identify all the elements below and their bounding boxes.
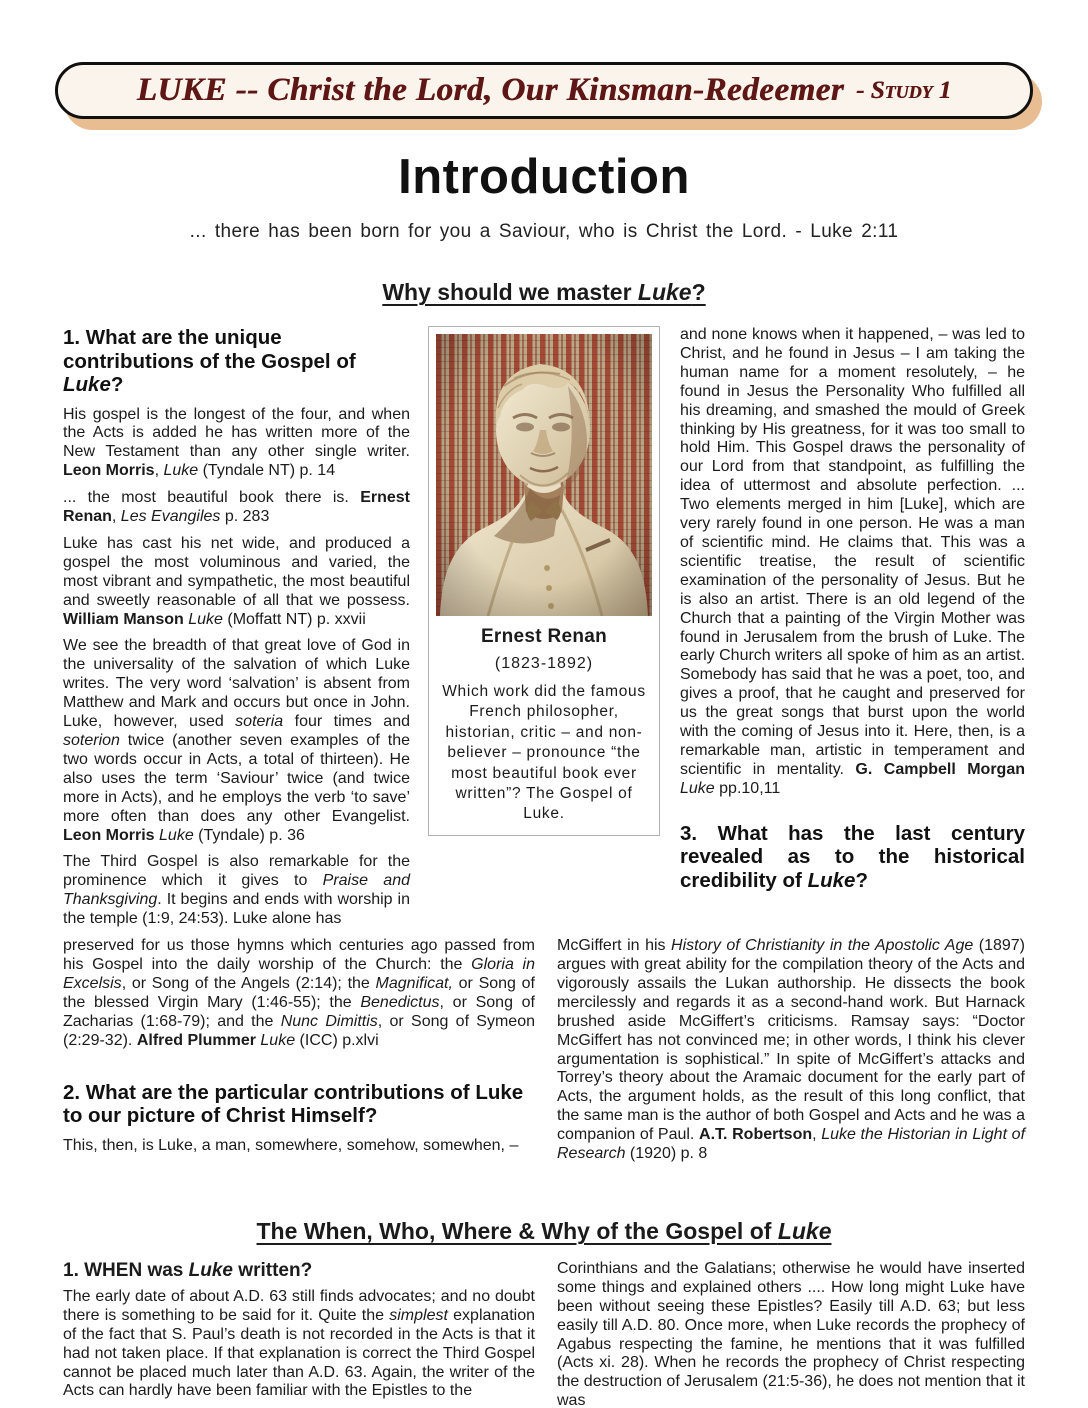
- question3-heading: 3. What has the last century revealed as to the historical credibility of Luke?: [680, 821, 1025, 892]
- left-column: [63, 326, 410, 937]
- quote-william-manson: Luke has cast his net wide, and produced a gospel the most voluminous and varied, the most vibrant and sympathetic, the most beautiful and sweetly reasonable of all that we possess. William Manson Luke (Moffatt NT) p. xxvii: [63, 534, 410, 628]
- renan-figure: [428, 326, 660, 836]
- section2-right: [557, 1260, 1025, 1408]
- question2-intro: This, then, is Luke, a man, somewhere, somehow, somewhen, –: [63, 1136, 519, 1154]
- section2-heading-text: The When, Who, Where & Why of the Gospel of Luke: [256, 1217, 832, 1244]
- right-column: [680, 326, 1025, 892]
- quote-robertson: McGiffert in his History of Christianity in the Apostolic Age (1897) argues with great ability for the compilation theory of the Acts and vigorously assails the Lukan authorship. He dissects the book mercilessly and regards it as a second-hand work. But Harnack brushed aside McGiffert’s criticisms. Ramsay says: “Doctor McGiffert has not convinced me; in other words, I think his clever argumentation is sophistical.” In spite of McGiffert’s attacks and Torrey’s theory about the Aramaic document for the early part of Acts, the argument holds, as the result of this long conflict, that the same man is the author of both Gospel and Acts and he was a companion of Paul. A.T. Robertson, Luke the Historian in Light of Research (1920) p. 8: [557, 937, 1026, 1163]
- header-banner: [55, 62, 1033, 119]
- question1-heading: 1. What are the unique contributions of the Gospel of Luke?: [63, 326, 356, 396]
- renan-caption-question: Which work did the famous French philosopher, historian, critic – and non-believer – pronounce “the most beautiful book ever written”? The Gospel of Luke.: [442, 683, 646, 823]
- section2-heading: [63, 1218, 1025, 1245]
- quote-campbell-morgan: and none knows when it happened, – was led to Christ, and he found in Jesus – I am taking the human name for a moment resolutely, – he found in Jesus the Personality Who fulfilled all his dreaming, and smashed the mould of Greek thinking by His greatness, for it was too small to hold Him. This Gospel draws the personality of our Lord from that standpoint, as fulfilling the idea of uttermost and absolute perfection. ... Two elements merged in him [Luke], which are very rarely found in one person. He was a man of scientific mind. He claims that. This was a scientific treatise, the result of scientific examination of the personality of Jesus. But he is also an artist. There is an old legend of the Church that a painting of the Virgin Mother was found in Jerusalem from the brush of Luke. The early Church writers all spoke of him as an artist. Somebody has said that he was a poet, too, and gives a proof, that he caught and preserved for us the great songs that burst upon the world with the coming of Jesus into it. Here, then, is a remarkable man, artistic in temperament and scientific in mentality. G. Campbell Morgan Luke pp.10,11: [680, 326, 1026, 797]
- when-paragraph-right: Corinthians and the Galatians; otherwise he would have inserted some things and explained others .... How long might Luke have been without seeing these Epistles? Easily till A.D. 63; but less easily till A.D. 80. Once more, when Luke records the prophecy of Agabus respecting the famine, he mentions that it was fulfilled (Acts xi. 28). When he records the prophecy of Christ respecting the destruction of Jerusalem (21:5-36), he does not mention that it was: [557, 1259, 1025, 1408]
- left-half: [63, 937, 535, 1163]
- page-title: Introduction: [398, 150, 690, 204]
- quote-leon-morris-2: We see the breadth of that great love of God in the universality of the salvation of which Luke writes. The very word ‘salvation’ is absent from Matthew and Mark and occurs but once in John. Luke, however, used soteria four times and soterion twice (another seven examples of the two words occur in Acts, a total of thirteen). He also uses the term ‘Saviour’ twice (and twice more in Acts), and he employs the verb ‘to save’ more often than does any other Evangelist. Leon Morris Luke (Tyndale) p. 36: [63, 637, 410, 844]
- three-column-band: [63, 326, 1025, 937]
- renan-caption-years: (1823-1892): [494, 655, 594, 672]
- section1-heading: [63, 279, 1025, 306]
- section1-heading-text: Why should we master Luke?: [382, 279, 706, 305]
- banner-title: LUKE -- Christ the Lord, Our Kinsman-Redeemer: [136, 72, 845, 108]
- right-half: [557, 937, 1025, 1172]
- quote-plummer-part2: preserved for us those hymns which centuries ago passed from his Gospel into the daily worship of the Church: the Gloria in Excelsis, or Song of the Angels (2:14); the Magnificat, or Song of the blessed Virgin Mary (1:46-55); the Benedictus, or Song of Zacharias (1:68-79); and the Nunc Dimittis, or Song of Symeon (2:29-32). Alfred Plummer Luke (ICC) p.xlvi: [63, 937, 536, 1049]
- banner-study-label: - Study 1: [856, 76, 952, 104]
- renan-caption: [436, 626, 652, 825]
- renan-bust-photo: [436, 334, 652, 616]
- quote-ernest-renan: ... the most beautiful book there is. Ernest Renan, Les Evangiles p. 283: [63, 489, 410, 526]
- section2-left: [63, 1260, 535, 1408]
- question2-heading: 2. What are the particular contributions of Luke to our picture of Christ Himself?: [63, 1080, 524, 1127]
- when-paragraph-left: The early date of about A.D. 63 still finds advocates; and no doubt there is something to be said for it. Quite the simplest explanation of the fact that S. Paul’s death is not recorded in the Acts is that it had not taken place. If that explanation is correct the Third Gospel cannot be placed much later than A.D. 63. Again, the writer of the Acts can hardly have been familiar with the Epistles to the: [63, 1287, 535, 1400]
- scripture-quote: ... there has been born for you a Saviour, who is Christ the Lord. - Luke 2:11: [189, 221, 899, 242]
- renan-caption-name: Ernest Renan: [480, 626, 608, 647]
- quote-plummer-part1: The Third Gospel is also remarkable for the prominence which it gives to Praise and Thanksgiving. It begins and ends with worship in the temple (1:9, 24:53). Luke alone has: [63, 853, 410, 928]
- quote-leon-morris: His gospel is the longest of the four, and when the Acts is added he has written more of the New Testament than any other single writer. Leon Morris, Luke (Tyndale NT) p. 14: [63, 405, 410, 480]
- section2-columns: [63, 1260, 1025, 1408]
- two-column-band: [63, 937, 1025, 1172]
- when-heading: 1. WHEN was Luke written?: [63, 1259, 313, 1281]
